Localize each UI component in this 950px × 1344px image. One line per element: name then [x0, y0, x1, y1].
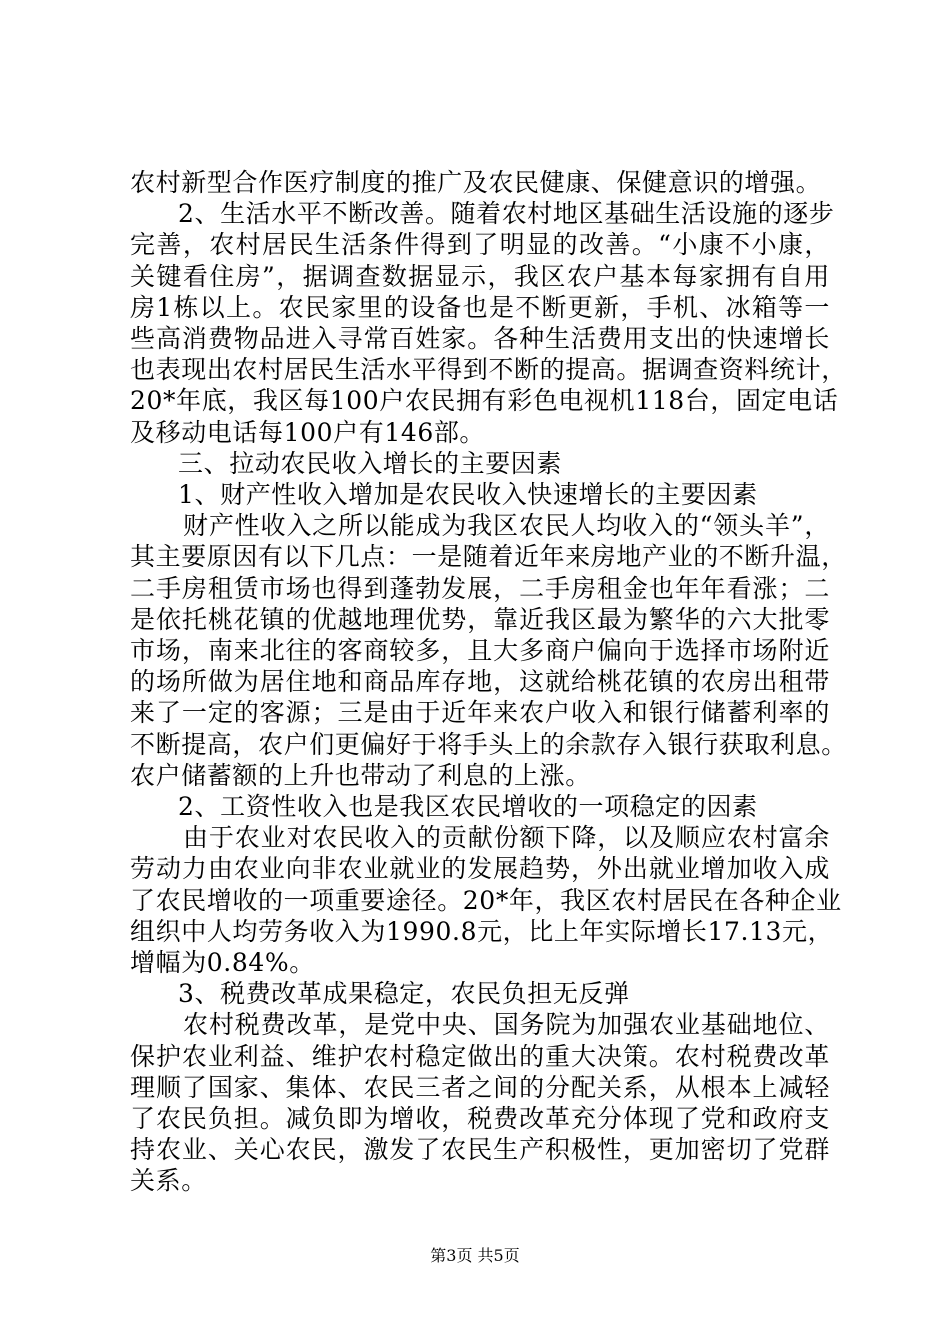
text-line: 完善，农村居民生活条件得到了明显的改善。“小康不小康，: [130, 230, 830, 260]
text-line: 农村新型合作医疗制度的推广及农民健康、保健意识的增强。: [130, 168, 822, 197]
text-line: 了农民负担。减负即为增收，税费改革充分体现了党和政府支: [130, 1104, 830, 1133]
text-line: 农村税费改革，是党中央、国务院为加强农业基础地位、: [183, 1010, 830, 1040]
text-line: 由于农业对农民收入的贡献份额下降，以及顺应农村富余: [183, 823, 830, 853]
text-line: 市场，南来北往的客商较多，且大多商户偏向于选择市场附近: [130, 636, 830, 665]
text-line: 财产性收入之所以能成为我区农民人均收入的“领头羊”，: [183, 511, 830, 541]
text-line: 理顺了国家、集体、农民三者之间的分配关系，从根本上减轻: [130, 1072, 830, 1102]
text-line: 劳动力由农业向非农业就业的发展趋势，外出就业增加收入成: [130, 854, 830, 884]
text-line: 2、生活水平不断改善。随着农村地区基础生活设施的逐步: [178, 199, 835, 229]
text-line: 20*年底，我区每100户农民拥有彩色电视机118台，固定电话: [130, 386, 839, 416]
text-line: 及移动电话每100户有146部。: [130, 417, 486, 447]
text-line: 些高消费物品进入寻常百姓家。各种生活费用支出的快速增长: [130, 324, 830, 353]
text-line: 持农业、关心农民，激发了农民生产积极性，更加密切了党群: [130, 1135, 830, 1165]
text-line: 其主要原因有以下几点：一是随着近年来房地产业的不断升温，: [130, 542, 847, 572]
section-heading: 三、拉动农民收入增长的主要因素: [178, 448, 563, 478]
text-line: 也表现出农村居民生活水平得到不断的提高。据调查资料统计，: [130, 355, 847, 385]
text-line: 是依托桃花镇的优越地理优势，靠近我区最为繁华的六大批零: [130, 604, 830, 634]
text-line: 保护农业利益、维护农村稳定做出的重大决策。农村税费改革: [130, 1041, 830, 1071]
text-line: 农户储蓄额的上升也带动了利息的上涨。: [130, 760, 591, 790]
text-line: 组织中人均劳务收入为1990.8元，比上年实际增长17.13元，: [130, 916, 834, 946]
text-line: 的场所做为居住地和商品库存地，这就给桃花镇的农房出租带: [130, 667, 830, 697]
page-footer: 第3页 共5页: [430, 1246, 520, 1265]
subsection-heading: 1、财产性收入增加是农民收入快速增长的主要因素: [178, 480, 758, 509]
text-line: 二手房租赁市场也得到蓬勃发展，二手房租金也年年看涨；二: [130, 573, 830, 603]
text-line: 关系。: [130, 1166, 207, 1196]
text-line: 不断提高，农户们更偏好于将手头上的余款存入银行获取利息。: [130, 729, 847, 759]
subsection-heading: 2、工资性收入也是我区农民增收的一项稳定的因素: [178, 792, 758, 821]
text-line: 来了一定的客源；三是由于近年来农户收入和银行储蓄利率的: [130, 698, 830, 728]
text-line: 房1栋以上。农民家里的设备也是不断更新，手机、冰箱等一: [130, 292, 830, 322]
text-line: 了农民增收的一项重要途径。20*年，我区农村居民在各种企业: [130, 885, 842, 915]
subsection-heading: 3、税费改革成果稳定，农民负担无反弹: [178, 979, 630, 1009]
text-line: 关键看住房”，据调查数据显示，我区农户基本每家拥有自用: [130, 261, 830, 291]
text-line: 增幅为0.84%。: [130, 948, 315, 977]
